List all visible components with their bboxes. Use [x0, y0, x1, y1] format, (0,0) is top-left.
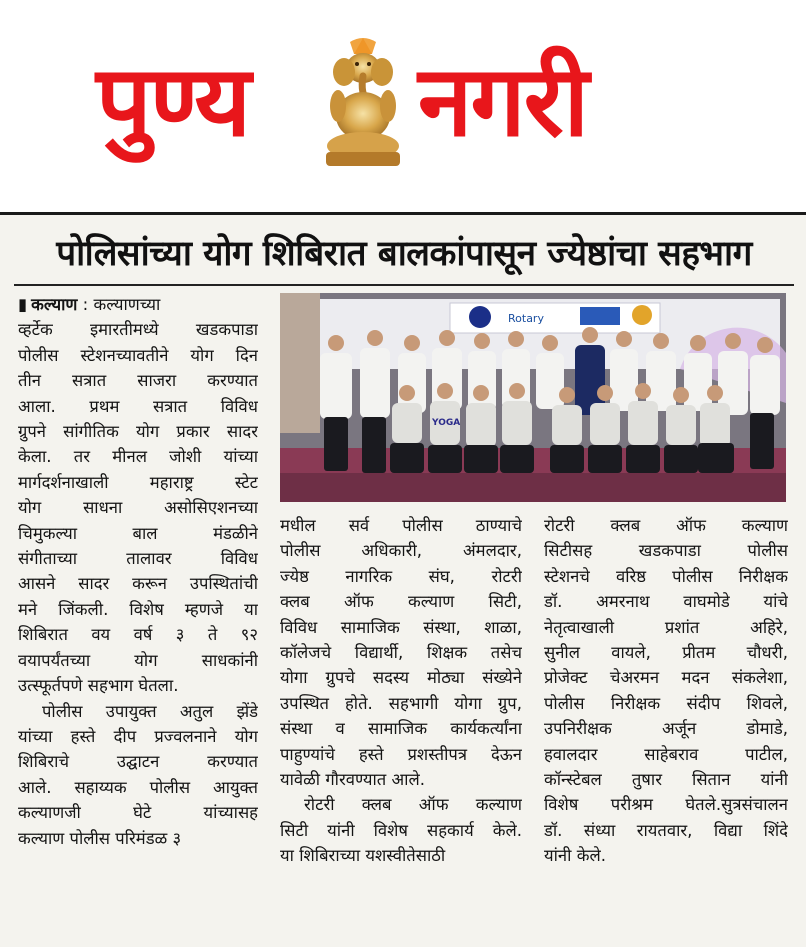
article-line: हवालदार साहेबराव पाटील,	[544, 744, 788, 764]
article-line: संस्था व सामाजिक कार्यकर्त्यांना	[280, 719, 522, 739]
masthead	[0, 0, 806, 212]
article-line: डॉ. संध्या रायतवार, विद्या शिंदे	[544, 820, 788, 840]
article-line: क्लब ऑफ कल्याण सिटी,	[280, 592, 522, 612]
article-text: कल्याणच्या	[93, 295, 161, 314]
article-line: उपस्थित होते. सहभागी योगा ग्रुप,	[280, 693, 522, 713]
article-line: सिटी यांनी विशेष सहकार्य केले.	[280, 820, 522, 840]
article-line: मधील सर्व पोलीस ठाण्याचे	[280, 516, 522, 535]
article-line: यांनी केले.	[544, 846, 606, 866]
article-line: विविध सामाजिक संस्था, शाळा,	[280, 617, 522, 637]
article-line: आसने सादर करून उपस्थितांची	[18, 574, 258, 594]
article-line: पोलीस स्टेशनच्यावतीने योग दिन	[18, 345, 258, 365]
article-line: पाहुण्यांचे हस्ते प्रशस्तीपत्र देऊन	[280, 744, 522, 764]
article-line: कॉलेजचे विद्यार्थी, शिक्षक तसेच	[280, 643, 522, 663]
article-line: ▮ कल्याण : कल्याणच्या	[18, 295, 161, 314]
article-line: संगीताच्या तालावर विविध	[18, 549, 258, 569]
article-line: कल्याणजी घेटे यांच्यासह	[18, 803, 258, 823]
banner-label: Rotary	[508, 312, 544, 325]
article-line: मार्गदर्शनाखाली महाराष्ट्र स्टेट	[18, 472, 258, 492]
article-line: वयापर्यंतच्या योग साधकांनी	[18, 650, 258, 670]
article-line: पोलीस अधिकारी, अंमलदार,	[280, 541, 522, 561]
group-photo-image	[280, 293, 786, 502]
article-line: प्रोजेक्ट चेअरमन मदन संकलेशा,	[544, 668, 788, 688]
article-line: स्टेशनचे वरिष्ठ पोलीस निरीक्षक	[544, 566, 788, 586]
article-dateline: कल्याण	[31, 295, 78, 314]
article-line: शिबिराचे उद्घाटन करण्यात	[18, 752, 258, 772]
group-photo	[280, 293, 786, 502]
article-line: या शिबिराच्या यशस्वीतेसाठी	[280, 846, 446, 866]
masthead-title-right: नगरी	[418, 45, 588, 159]
tshirt-text: YOGA	[432, 418, 461, 428]
headline-divider	[14, 284, 794, 286]
emblem-icon	[469, 306, 491, 328]
article-line: सिटीसह खडकपाडा पोलीस	[544, 541, 788, 561]
article-line: पोलीस उपायुक्त अतुल झेंडे	[42, 701, 258, 721]
article-line: कॉन्स्टेबल तुषार सितान यांनी	[544, 770, 788, 790]
article-line: उत्स्फूर्तपणे सहभाग घेतला.	[18, 676, 179, 696]
bottom-strip	[0, 930, 806, 947]
article-line: ज्येष्ठ नागरिक संघ, रोटरी	[280, 566, 522, 586]
article-line: व्हर्टेक इमारतीमध्ये खडकपाडा	[18, 320, 258, 340]
article-line: मने जिंकली. विशेष म्हणजे या	[18, 599, 258, 619]
article-line: पोलीस निरीक्षक संदीप शिवले,	[544, 693, 788, 713]
masthead-title-left: पुण्य	[96, 45, 250, 159]
article-line: तीन सत्रात साजरा करण्यात	[18, 371, 258, 391]
article-line: योगा ग्रुपचे सदस्य मोठ्या संख्येने	[280, 668, 522, 688]
article-line: उपनिरीक्षक अर्जून डोमाडे,	[544, 719, 788, 739]
article-line: शिबिरात वय वर्ष ३ ते ९२	[18, 625, 258, 645]
rotary-wheel-icon	[632, 305, 652, 325]
article-column-2	[280, 513, 522, 869]
article-line: नेतृत्वाखाली प्रशांत अहिरे,	[544, 617, 788, 637]
article-line: यांच्या हस्ते दीप प्रज्वलनाने योग	[18, 726, 258, 746]
article-line: रोटरी क्लब ऑफ कल्याण	[304, 795, 522, 815]
article-line: ग्रुपने सांगीतिक योग प्रकार सादर	[18, 422, 258, 442]
article-column-1	[18, 292, 258, 851]
article-line: सुनील वायले, प्रीतम चौधरी,	[544, 643, 788, 663]
article-line: विशेष परीश्रम घेतले.सुत्रसंचालन	[544, 795, 788, 815]
dateline-bullet: ▮	[18, 295, 28, 314]
article-line: केला. तर मीनल जोशी यांच्या	[18, 447, 258, 467]
article-line: रोटरी क्लब ऑफ कल्याण	[544, 516, 788, 535]
ganesha-logo-icon	[320, 36, 406, 168]
article-line: योग साधना असोसिएशनच्या	[18, 498, 258, 518]
article-line: आले. सहाय्यक पोलीस आयुक्त	[18, 777, 258, 797]
article-line: डॉ. अमरनाथ वाघमोडे यांचे	[544, 592, 788, 612]
article-line: कल्याण पोलीस परिमंडळ ३	[18, 828, 182, 848]
article-column-3	[544, 513, 788, 869]
article-line: यावेळी गौरवण्यात आले.	[280, 770, 426, 790]
article-headline: पोलिसांच्या योग शिबिरात बालकांपासून ज्येष्ठांचा सहभाग	[56, 234, 752, 274]
article-line: चिमुकल्या बाल मंडळीने	[18, 523, 258, 543]
article-line: आला. प्रथम सत्रात विविध	[18, 396, 258, 416]
